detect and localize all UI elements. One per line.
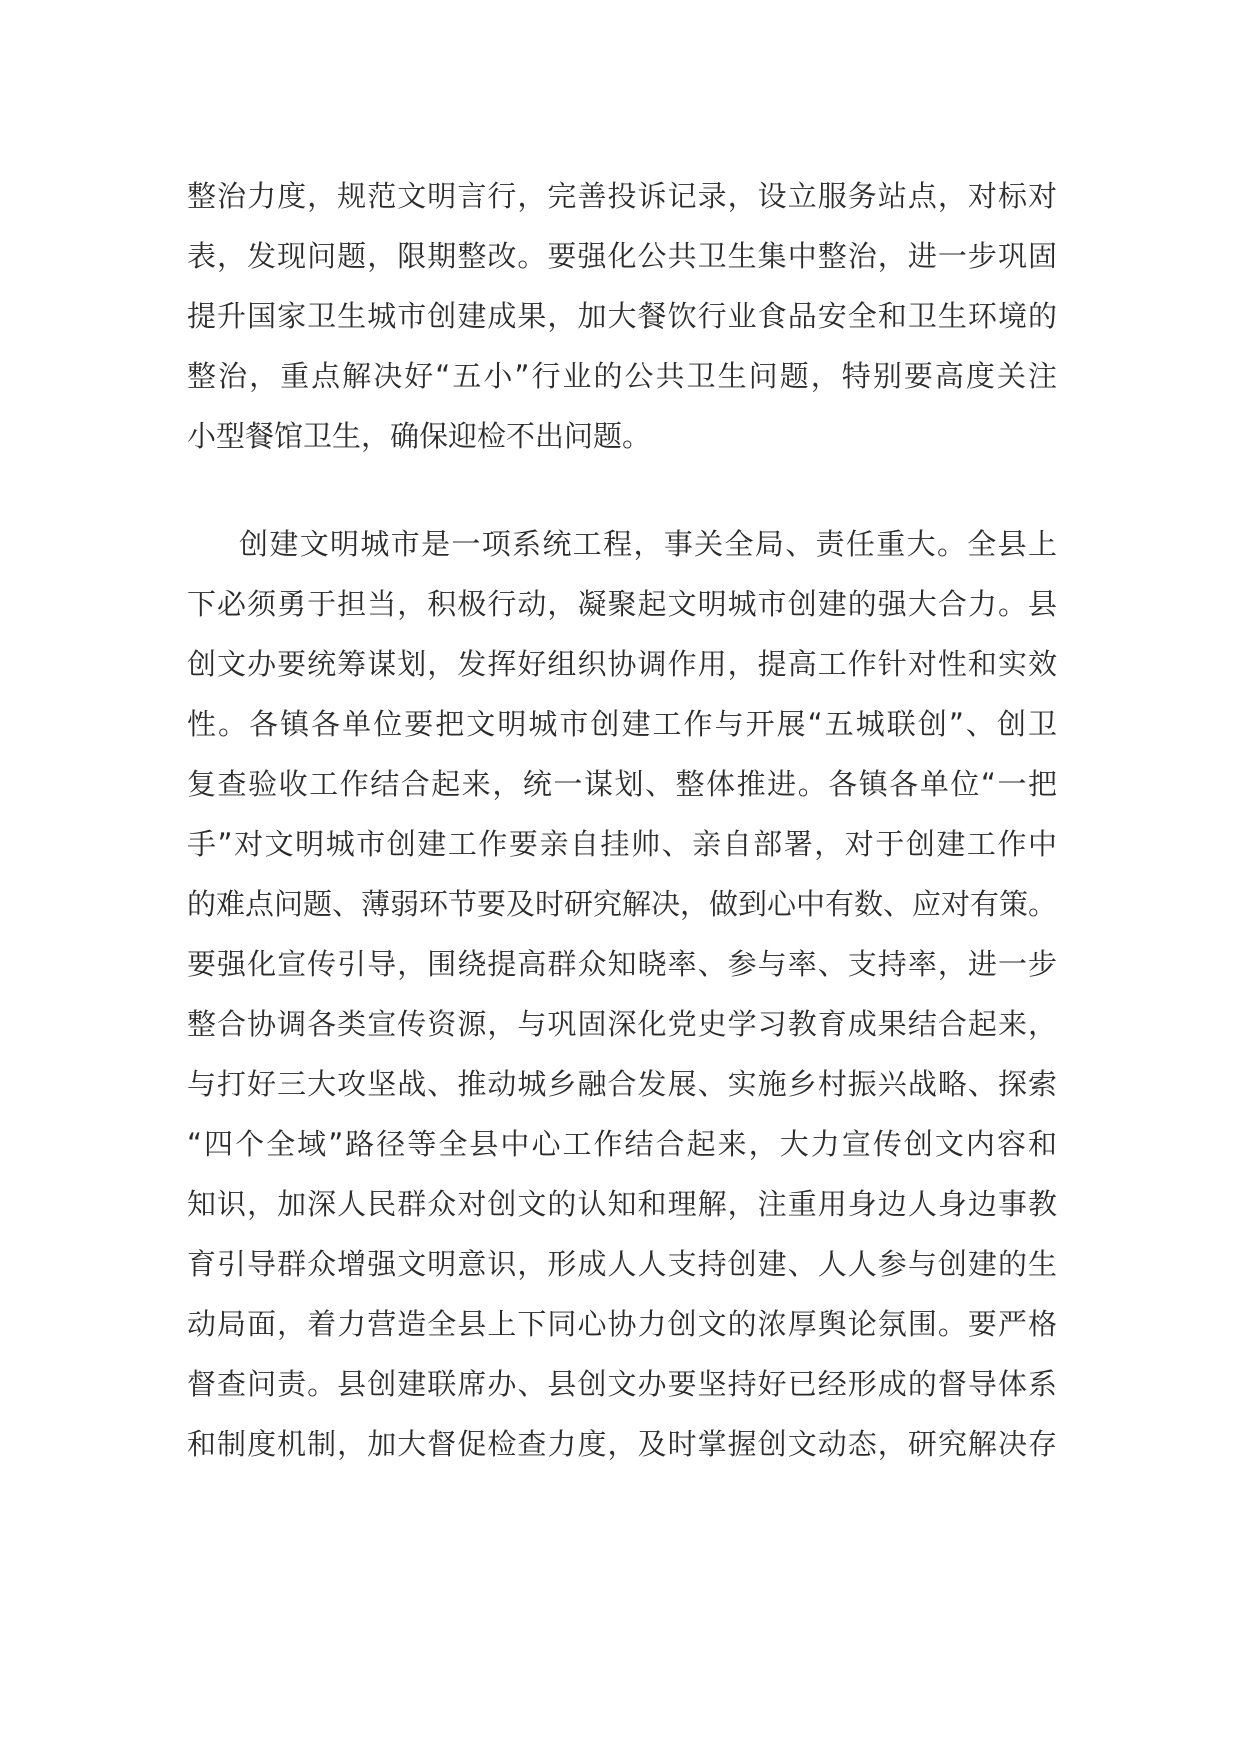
- paragraph-line: 创文办要统筹谋划，发挥好组织协调作用，提高工作针对性和实效: [187, 647, 1057, 681]
- paragraph-1: [187, 166, 1057, 466]
- paragraph-line: 下必须勇于担当，积极行动，凝聚起文明城市创建的强大合力。县: [187, 587, 1057, 621]
- paragraph-2: [187, 514, 1057, 1474]
- paragraph-line: 督查问责。县创建联席办、县创文办要坚持好已经形成的督导体系: [187, 1367, 1057, 1401]
- paragraph-line: 创建文明城市是一项系统工程，事关全局、责任重大。全县上: [239, 527, 1057, 561]
- paragraph-line: “四个全域”路径等全县中心工作结合起来，大力宣传创文内容和: [187, 1127, 1057, 1161]
- paragraph-line: 要强化宣传引导，围绕提高群众知晓率、参与率、支持率，进一步: [187, 947, 1057, 981]
- paragraph-line: 整合协调各类宣传资源，与巩固深化党史学习教育成果结合起来，: [187, 1007, 1057, 1041]
- paragraph-line: 与打好三大攻坚战、推动城乡融合发展、实施乡村振兴战略、探索: [187, 1067, 1057, 1101]
- paragraph-line: 和制度机制，加大督促检查力度，及时掌握创文动态，研究解决存: [187, 1427, 1057, 1461]
- paragraph-line: 动局面，着力营造全县上下同心协力创文的浓厚舆论氛围。要严格: [187, 1307, 1057, 1341]
- paragraph-line: 复查验收工作结合起来，统一谋划、整体推进。各镇各单位“一把: [187, 767, 1057, 801]
- paragraph-line: 整治，重点解决好“五小”行业的公共卫生问题，特别要高度关注: [187, 359, 1057, 393]
- paragraph-line: 提升国家卫生城市创建成果，加大餐饮行业食品安全和卫生环境的: [187, 299, 1057, 333]
- paragraph-line: 知识，加深人民群众对创文的认知和理解，注重用身边人身边事教: [187, 1187, 1057, 1221]
- paragraph-line: 小型餐馆卫生，确保迎检不出问题。: [187, 419, 652, 453]
- paragraph-line: 表，发现问题，限期整改。要强化公共卫生集中整治，进一步巩固: [187, 239, 1057, 273]
- paragraph-line: 性。各镇各单位要把文明城市创建工作与开展“五城联创”、创卫: [187, 707, 1057, 741]
- paragraph-line: 育引导群众增强文明意识，形成人人支持创建、人人参与创建的生: [187, 1247, 1057, 1281]
- paragraph-line: 整治力度，规范文明言行，完善投诉记录，设立服务站点，对标对: [187, 179, 1057, 213]
- paragraph-line: 的难点问题、薄弱环节要及时研究解决，做到心中有数、应对有策。: [187, 887, 1058, 921]
- paragraph-line: 手”对文明城市创建工作要亲自挂帅、亲自部署，对于创建工作中: [187, 827, 1057, 861]
